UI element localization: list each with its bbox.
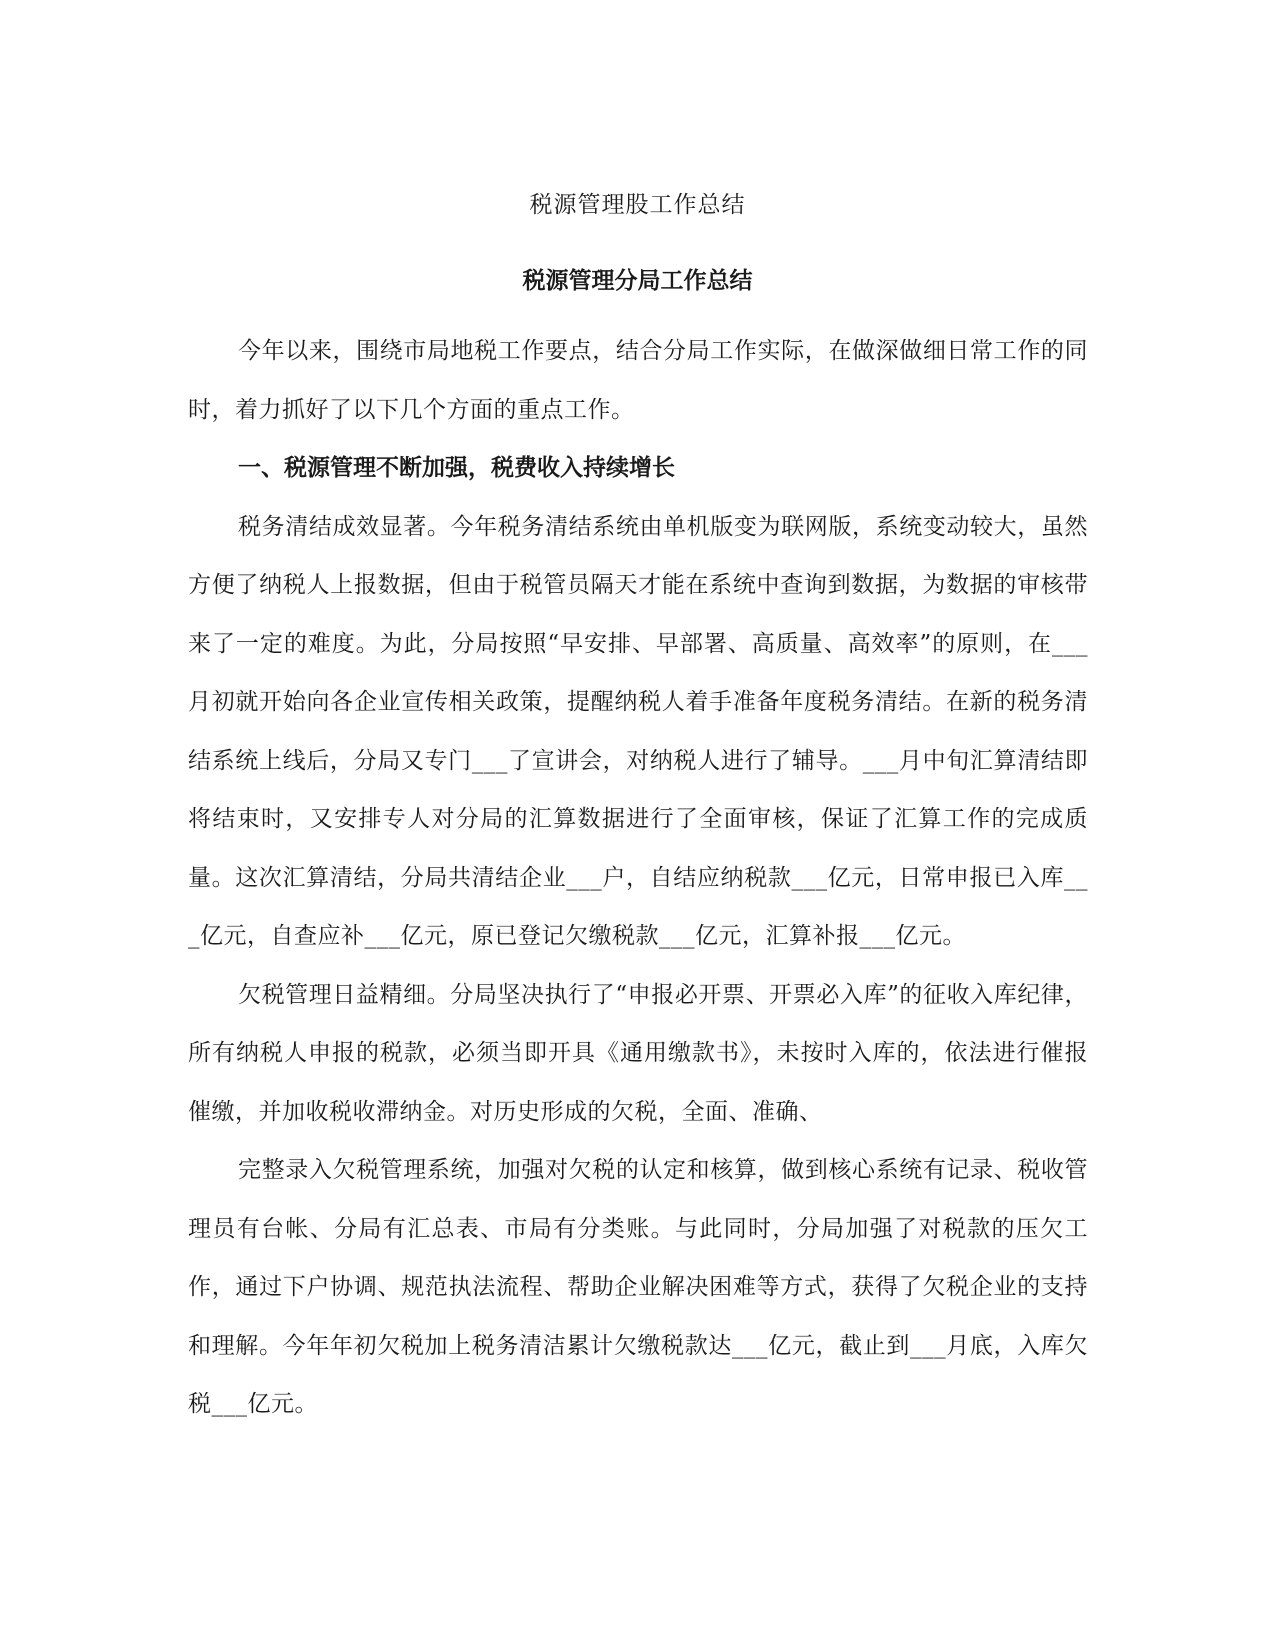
arrears-records-paragraph: 完整录入欠税管理系统，加强对欠税的认定和核算，做到核心系统有记录、税收管理员有台帐、分局有汇总表、市局有分类账。与此同时，分局加强了对税款的压欠工作，通过下户协调、规范执法流程、帮助企业解决困难等方式，获得了欠税企业的支持和理解。今年年初欠税加上税务清洁累计欠缴税款达___亿元，截止到___月底，入库欠税___亿元。 — [188, 1157, 1088, 1417]
document-title: 税源管理股工作总结 — [529, 192, 746, 218]
document-subtitle: 税源管理分局工作总结 — [522, 268, 753, 294]
intro-paragraph: 今年以来，围绕市局地税工作要点，结合分局工作实际，在做深做细日常工作的同时，着力抓好了以下几个方面的重点工作。 — [188, 338, 1088, 423]
arrears-management-paragraph: 欠税管理日益精细。分局坚决执行了“申报必开票、开票必入库”的征收入库纪律，所有纳税人申报的税款，必须当即开具《通用缴款书》，未按时入库的，依法进行催报催缴，并加收税收滞纳金。对历史形成的欠税，全面、准确、 — [188, 981, 1088, 1125]
document-body — [188, 322, 1088, 1434]
tax-settlement-paragraph: 税务清结成效显著。今年税务清结系统由单机版变为联网版，系统变动较大，虽然方便了纳税人上报数据，但由于税管员隔天才能在系统中查询到数据，为数据的审核带来了一定的难度。为此，分局按照“早安排、早部署、高质量、高效率”的原则，在___月初就开始向各企业宣传相关政策，提醒纳税人着手准备年度税务清结。在新的税务清结系统上线后，分局又专门___了宣讲会，对纳税人进行了辅导。___月中旬汇算清结即将结束时，又安排专人对分局的汇算数据进行了全面审核，保证了汇算工作的完成质量。这次汇算清结，分局共清结企业___户，自结应纳税款___亿元，日常申报已入库___亿元，自查应补___亿元，原已登记欠缴税款___亿元，汇算补报___亿元。 — [188, 513, 1088, 949]
section-heading-1: 一、税源管理不断加强，税费收入持续增长 — [238, 455, 675, 481]
